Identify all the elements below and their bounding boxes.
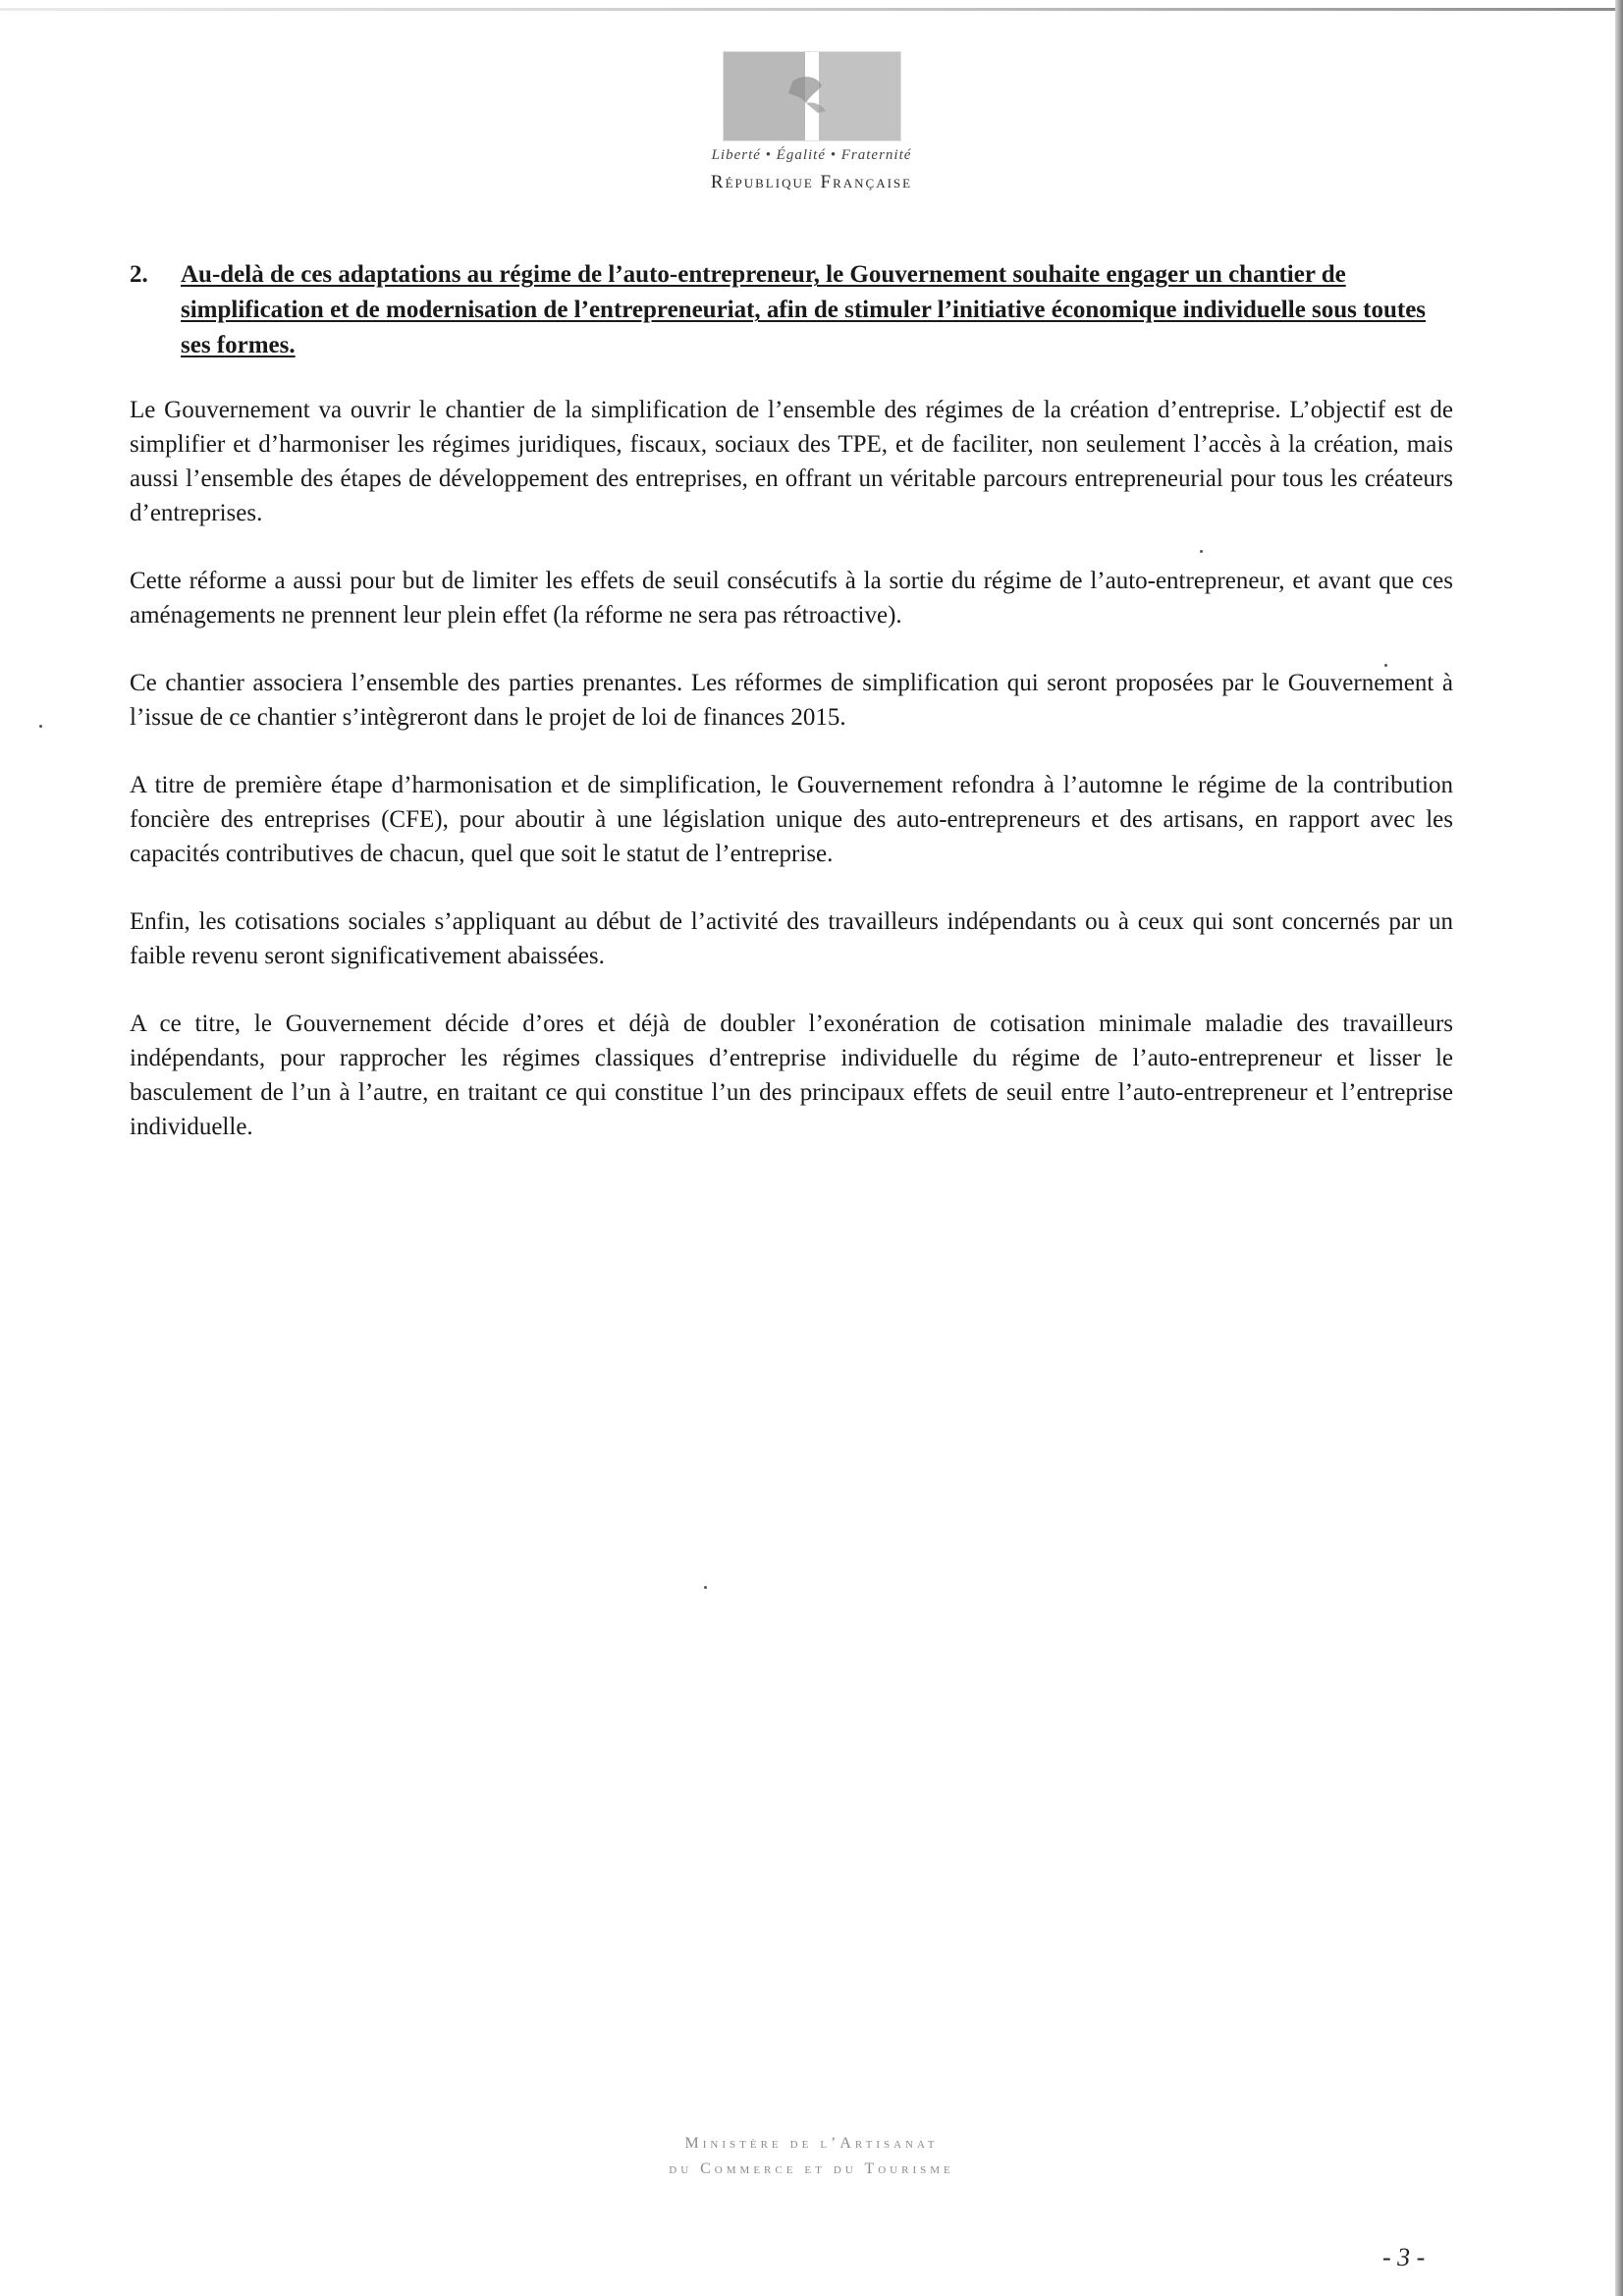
- marianne-logo: [723, 51, 901, 141]
- paragraph: A ce titre, le Gouvernement décide d’ores et déjà de doubler l’exonération de cotisation minimale maladie des travailleurs indépendants, pour rapprocher les régimes classiques d’entreprise individuelle du régime de l’auto-entrepreneur et lisser le basculement de l’un à l’autre, en traitant ce qui constitue l’un des principaux effets de seuil entre l’auto-entrepreneur et l’entreprise individuelle.: [130, 1011, 1453, 1140]
- footer-line-department: du Commerce et du Tourisme: [669, 2160, 954, 2177]
- paragraph: A titre de première étape d’harmonisation et de simplification, le Gouvernement refondra à l’automne le régime de la contribution foncière des entreprises (CFE), pour aboutir à une législation unique des auto-entrepreneurs et des artisans, en rapport avec les capacités contributives de chacun, quel que soit le statut de l’entreprise.: [130, 772, 1453, 867]
- ministry-footer: [0, 2131, 1623, 2182]
- scan-speck: [704, 1586, 707, 1589]
- marianne-profile-icon: [724, 52, 900, 140]
- letterhead: [0, 51, 1623, 193]
- republique-francaise-label: République Française: [710, 172, 913, 192]
- scan-speck: [39, 725, 42, 728]
- section-title: Au-delà de ces adaptations au régime de l’auto-entrepreneur, le Gouvernement souhaite engager un chantier de simplification et de modernisation de l’entrepreneuriat, afin de stimuler l’initiative économique individuelle sous toutes ses formes.: [181, 261, 1427, 358]
- scan-speck: [1384, 664, 1387, 667]
- scan-top-line: [0, 8, 1623, 11]
- scan-speck: [1200, 550, 1203, 553]
- document-body: [130, 393, 1453, 1177]
- paragraph: Ce chantier associera l’ensemble des parties prenantes. Les réformes de simplification qui seront proposées par le Gouvernement à l’issue de ce chantier s’intègreront dans le projet de loi de finances 2015.: [130, 670, 1453, 731]
- paragraph: Cette réforme a aussi pour but de limiter les effets de seuil consécutifs à la sortie du régime de l’auto-entrepreneur, et avant que ces aménagements ne prennent leur plein effet (la réforme ne sera pas rétroactive).: [130, 568, 1453, 629]
- scan-right-edge: [1615, 0, 1623, 2296]
- republic-motto: Liberté • Égalité • Fraternité: [711, 147, 912, 163]
- section-number: 2.: [130, 261, 148, 288]
- paragraph: Le Gouvernement va ouvrir le chantier de la simplification de l’ensemble des régimes de la création d’entreprise. L’objectif est de simplifier et d’harmoniser les régimes juridiques, fiscaux, sociaux des TPE, et de faciliter, non seulement l’accès à la création, mais aussi l’ensemble des étapes de développement des entreprises, en offrant un véritable parcours entrepreneurial pour tous les créateurs d’entreprises.: [130, 397, 1453, 526]
- page-number: - 3 -: [1382, 2243, 1426, 2271]
- paragraph: Enfin, les cotisations sociales s’appliquant au début de l’activité des travailleurs indépendants ou à ceux qui sont concernés par un faible revenu seront significativement abaissées.: [130, 908, 1453, 969]
- footer-line-ministry: Ministère de l’Artisanat: [684, 2135, 939, 2152]
